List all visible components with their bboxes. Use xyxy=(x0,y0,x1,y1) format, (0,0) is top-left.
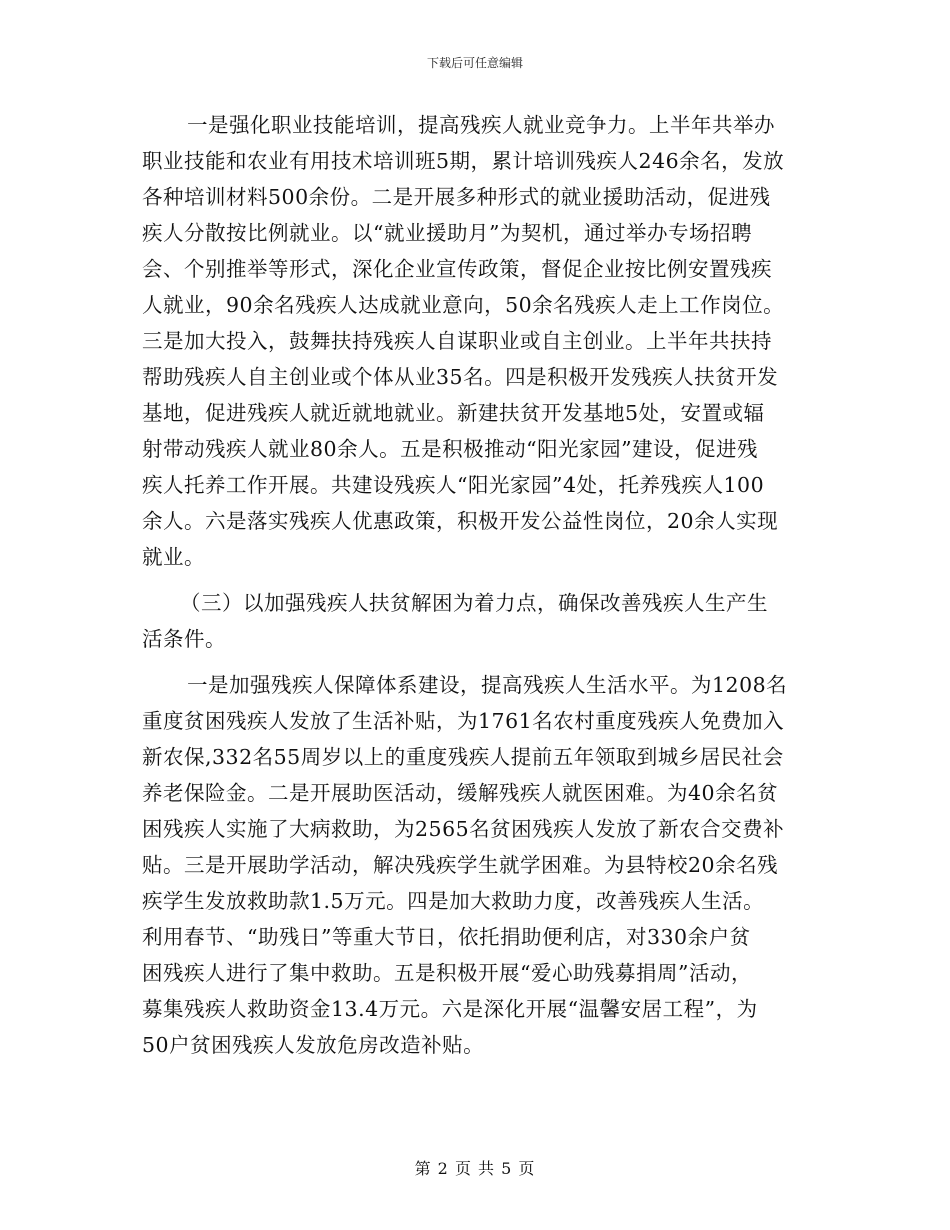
section-heading-line: （三）以加强残疾人扶贫解困为着力点，确保改善残疾人生产生 xyxy=(180,591,768,615)
paragraph-line: 疾人托养工作开展。共建设残疾人“阳光家园”4处，托养残疾人100 xyxy=(142,473,765,497)
paragraph-line: 重度贫困残疾人发放了生活补贴，为1761名农村重度残疾人免费加入 xyxy=(142,709,785,733)
paragraph-line: 募集残疾人救助资金13.4万元。六是深化开展“温馨安居工程”，为 xyxy=(142,997,758,1021)
paragraph-line: 一是加强残疾人保障体系建设，提高残疾人生活水平。为1208名 xyxy=(187,673,788,697)
paragraph-line: 新农保,332名55周岁以上的重度残疾人提前五年领取到城乡居民社会 xyxy=(142,745,784,769)
paragraph-line: 职业技能和农业有用技术培训班5期，累计培训残疾人246余名，发放 xyxy=(142,149,785,173)
paragraph-line: 困残疾人实施了大病救助，为2565名贫困残疾人发放了新农合交费补 xyxy=(142,817,785,841)
page-header: 下载后可任意编辑 xyxy=(426,56,523,70)
page-number-footer: 第 2 页 共 5 页 xyxy=(414,1159,536,1178)
paragraph-line: 各种培训材料500余份。二是开展多种形式的就业援助活动，促进残 xyxy=(142,185,771,209)
paragraph-line: 人就业，90余名残疾人达成就业意向，50余名残疾人走上工作岗位。 xyxy=(142,293,785,317)
paragraph-line: 就业。 xyxy=(142,545,205,569)
paragraph-line: 贴。三是开展助学活动，解决残疾学生就学困难。为县特校20余名残 xyxy=(142,853,779,877)
paragraph-line: 三是加大投入，鼓舞扶持残疾人自谋职业或自主创业。上半年共扶持 xyxy=(142,329,772,353)
paragraph-line: 利用春节、“助残日”等重大节日，依托捐助便利店，对330余户贫 xyxy=(142,925,751,949)
paragraph-line: 困残疾人进行了集中救助。五是积极开展“爱心助残募捐周”活动， xyxy=(142,961,752,985)
paragraph-line: 疾人分散按比例就业。以“就业援助月”为契机，通过举办专场招聘 xyxy=(142,221,752,245)
paragraph-line: 射带动残疾人就业80余人。五是积极推动“阳光家园”建设，促进残 xyxy=(142,437,759,461)
paragraph-line: 疾学生发放救助款1.5万元。四是加大救助力度，改善残疾人生活。 xyxy=(142,889,765,913)
paragraph-line: 养老保险金。二是开展助医活动，缓解残疾人就医困难。为40余名贫 xyxy=(142,781,779,805)
section-heading-line: 活条件。 xyxy=(142,627,226,651)
paragraph-line: 基地，促进残疾人就近就地就业。新建扶贫开发基地5处，安置或辐 xyxy=(142,401,765,425)
paragraph-line: 余人。六是落实残疾人优惠政策，积极开发公益性岗位，20余人实现 xyxy=(142,509,779,533)
paragraph-line: 一是强化职业技能培训，提高残疾人就业竞争力。上半年共举办 xyxy=(187,113,775,137)
paragraph-line: 50户贫困残疾人发放危房改造补贴。 xyxy=(142,1033,485,1057)
paragraph-line: 帮助残疾人自主创业或个体从业35名。四是积极开发残疾人扶贫开发 xyxy=(142,365,779,389)
paragraph-line: 会、个别推举等形式，深化企业宣传政策，督促企业按比例安置残疾 xyxy=(142,257,772,281)
